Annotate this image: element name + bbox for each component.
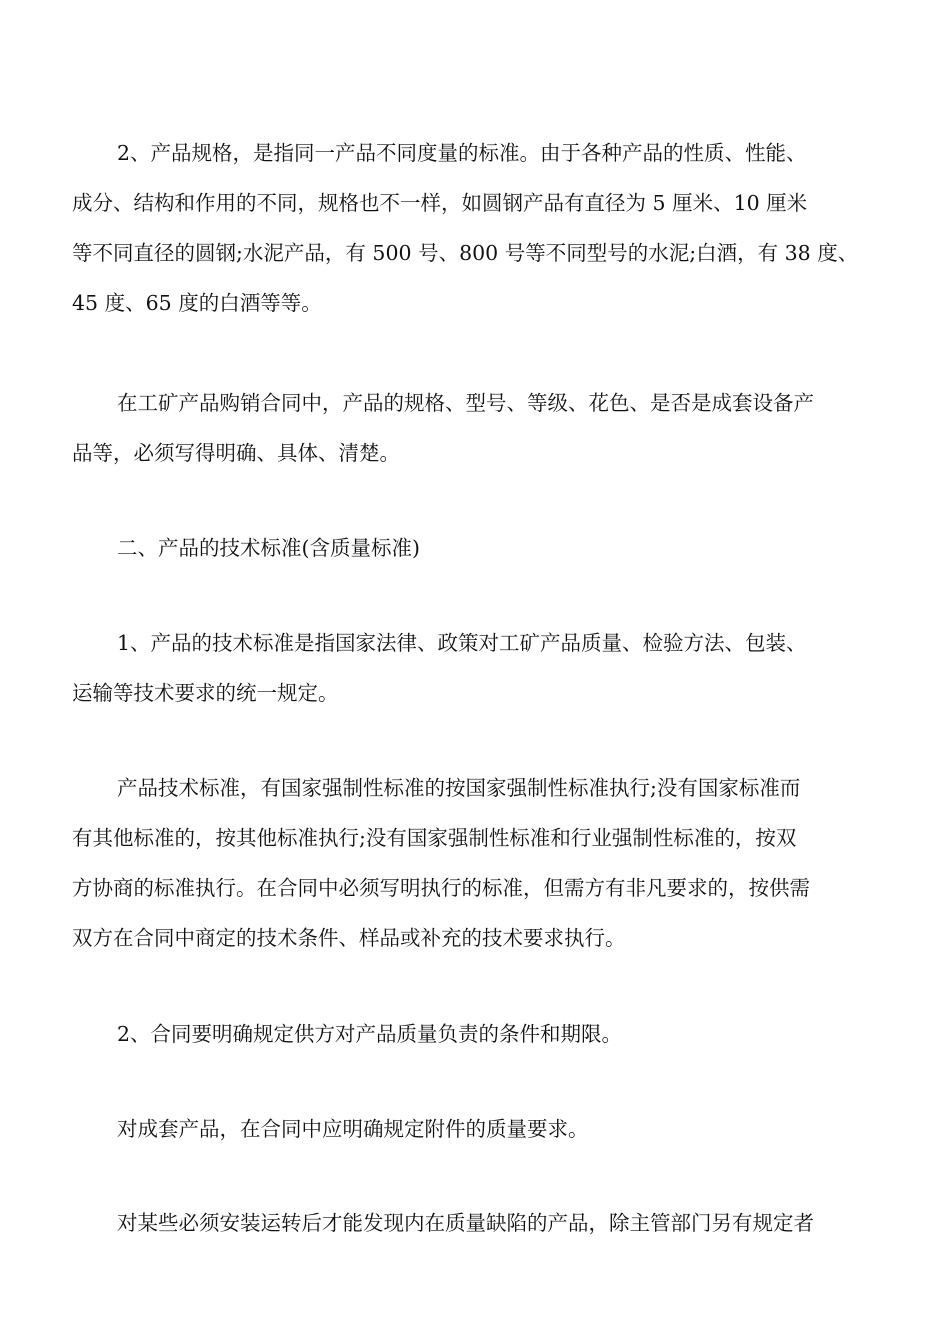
text-line: 二、产品的技术标准(含质量标准) (117, 536, 420, 560)
text-line: 等不同直径的圆钢;水泥产品，有 500 号、800 号等不同型号的水泥;白酒，有 38 度、 (72, 241, 859, 265)
document-page (72, 128, 890, 1248)
text-line: 方协商的标准执行。在合同中必须写明执行的标准，但需方有非凡要求的，按供需 (72, 876, 810, 900)
text-line: 运输等技术要求的统一规定。 (72, 681, 339, 705)
text-line: 45 度、65 度的白酒等等。 (72, 291, 322, 315)
paragraph-quality-responsibility (72, 1009, 890, 1059)
text-line: 对成套产品，在合同中应明确规定附件的质量要求。 (117, 1117, 589, 1141)
paragraph-technical-standard-definition (72, 618, 890, 718)
text-line: 2、合同要明确规定供方对产品质量负责的条件和期限。 (117, 1022, 623, 1046)
paragraph-technical-standard-execution (72, 763, 890, 963)
paragraph-product-specification (72, 128, 890, 328)
paragraph-complete-set-products (72, 1104, 890, 1154)
text-line: 有其他标准的，按其他标准执行;没有国家强制性标准和行业强制性标准的，按双 (72, 826, 797, 850)
text-line: 2、产品规格，是指同一产品不同度量的标准。由于各种产品的性质、性能、 (117, 141, 807, 165)
text-line: 对某些必须安装运转后才能发现内在质量缺陷的产品，除主管部门另有规定者 (117, 1211, 814, 1235)
text-line: 1、产品的技术标准是指国家法律、政策对工矿产品质量、检验方法、包装、 (117, 631, 807, 655)
text-line: 双方在合同中商定的技术条件、样品或补充的技术要求执行。 (72, 926, 626, 950)
paragraph-contract-specification-requirement (72, 378, 890, 478)
section-heading-technical-standard (72, 523, 890, 573)
text-line: 成分、结构和作用的不同，规格也不一样，如圆钢产品有直径为 5 厘米、10 厘米 (72, 191, 808, 215)
paragraph-installation-defects (72, 1198, 890, 1248)
text-line: 产品技术标准，有国家强制性标准的按国家强制性标准执行;没有国家标准而 (117, 776, 801, 800)
text-line: 在工矿产品购销合同中，产品的规格、型号、等级、花色、是否是成套设备产 (117, 391, 814, 415)
text-line: 品等，必须写得明确、具体、清楚。 (72, 441, 400, 465)
